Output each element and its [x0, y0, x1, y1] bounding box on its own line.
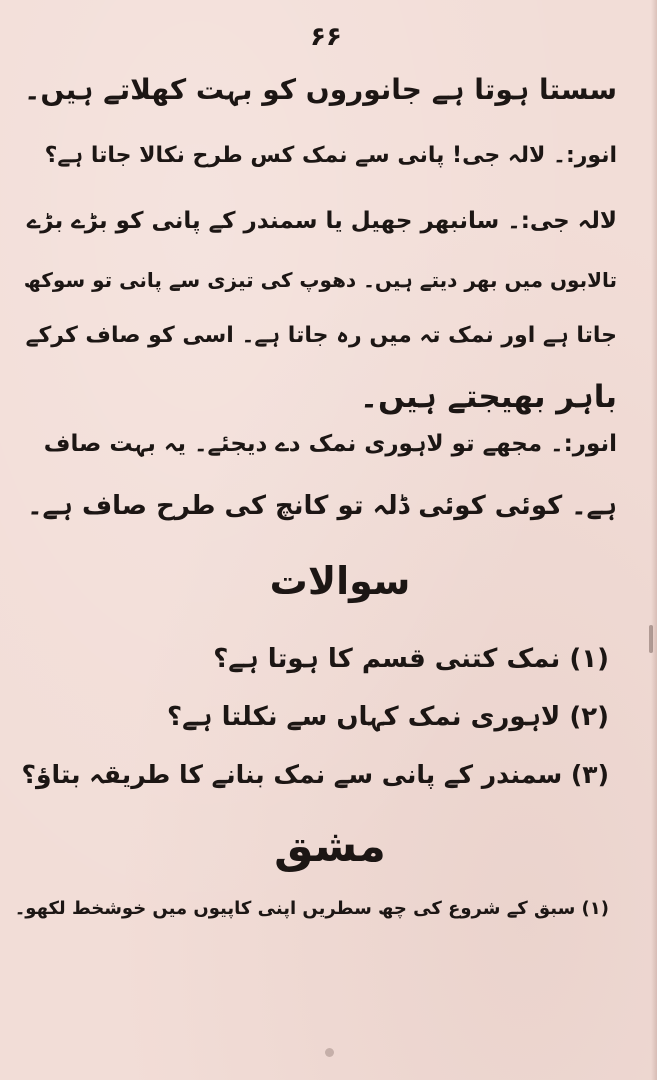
exercise-heading: مشق [274, 821, 386, 872]
text-line: انور:۔ لالہ جی! پانی سے نمک کس طرح نکالا جاتا ہے؟ [44, 143, 617, 168]
text-line: انور:۔ مجھے تو لاہوری نمک دے دیجئے۔ یہ بہت صاف [43, 431, 617, 457]
text-line: سستا ہوتا ہے جانوروں کو بہت کھلاتے ہیں۔ [24, 73, 617, 106]
text-line: لالہ جی:۔ سانبھر جھیل یا سمندر کے پانی کو بڑے بڑے [26, 208, 617, 234]
page-edge-shadow [651, 0, 657, 1080]
question-item: (۱) نمک کتنی قسم کا ہوتا ہے؟ [213, 644, 609, 674]
paper-mark [649, 625, 653, 653]
page-number: ۶۶ [310, 22, 342, 52]
questions-heading: سوالات [269, 559, 411, 603]
text-line: جاتا ہے اور نمک تہ میں رہ جاتا ہے۔ اسی کو صاف کرکے [25, 323, 617, 348]
text-line: باہر بھیجتے ہیں۔ [359, 379, 617, 415]
exercise-item: (۱) سبق کے شروع کی چھ سطریں اپنی کاپیوں میں خوشخط لکھو۔ [14, 898, 609, 919]
text-line: تالابوں میں بھر دیتے ہیں۔ دھوپ کی تیزی سے پانی تو سوکھ [23, 268, 617, 292]
question-item: (۲) لاہوری نمک کہاں سے نکلتا ہے؟ [166, 702, 609, 732]
question-item: (۳) سمندر کے پانی سے نمک بنانے کا طریقہ بتاؤ؟ [21, 760, 609, 789]
paper-speck [325, 1048, 334, 1057]
text-line: ہے۔ کوئی کوئی ڈلہ تو کانچ کی طرح صاف ہے۔ [27, 491, 617, 521]
